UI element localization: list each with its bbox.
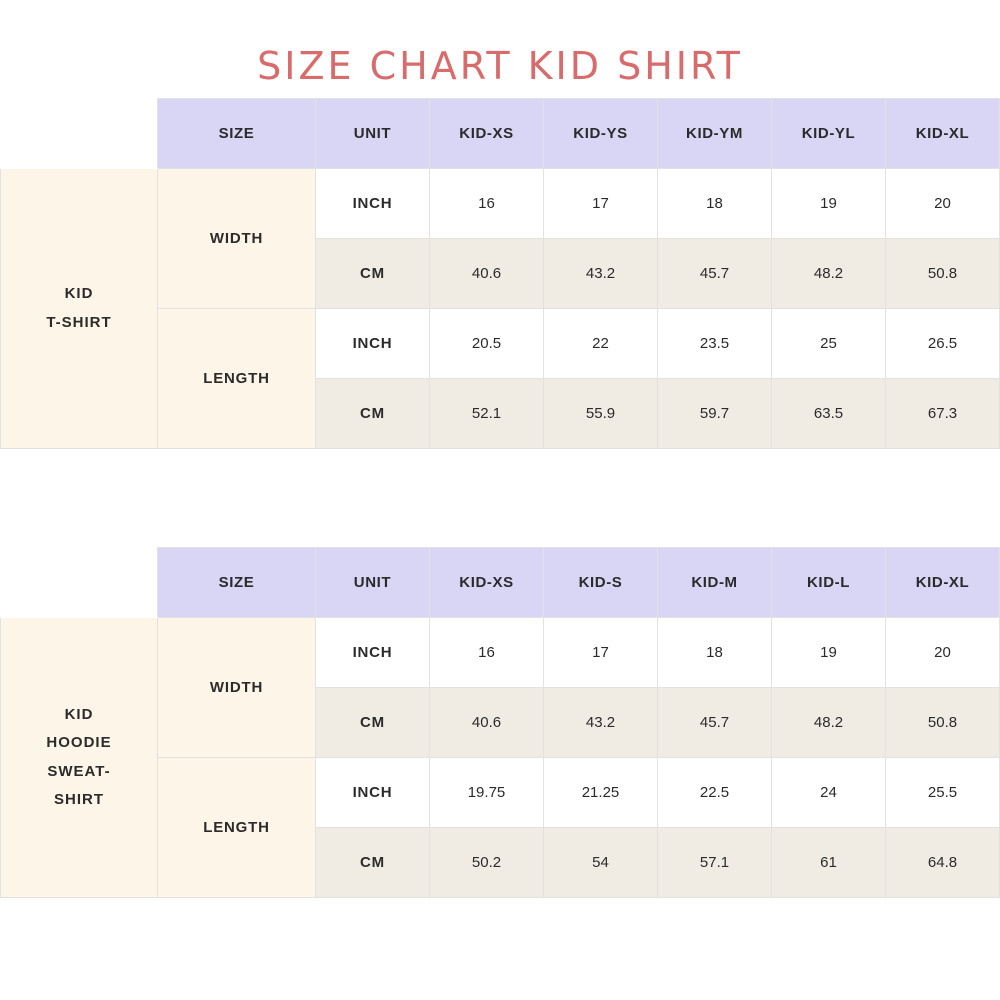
value-cell: 40.6 [430,239,544,309]
value-cell: 20 [886,618,1000,688]
header-size-col-1: KID-XS [430,99,544,169]
value-cell: 45.7 [658,688,772,758]
value-cell: 63.5 [772,379,886,449]
unit-cm: CM [316,688,430,758]
value-cell: 48.2 [772,239,886,309]
value-cell: 22 [544,309,658,379]
unit-cm: CM [316,828,430,898]
table-kid-tshirt [0,98,1000,449]
product-label-line-2: T-SHIRT [46,313,112,331]
value-cell: 48.2 [772,688,886,758]
product-label [1,618,158,898]
header-size: SIZE [158,548,316,618]
unit-cm: CM [316,379,430,449]
value-cell: 61 [772,828,886,898]
unit-inch: INCH [316,758,430,828]
value-cell: 40.6 [430,688,544,758]
value-cell: 55.9 [544,379,658,449]
header-size-col-3: KID-M [658,548,772,618]
table-row [1,618,1000,688]
value-cell: 43.2 [544,239,658,309]
header-size-col-4: KID-L [772,548,886,618]
value-cell: 25.5 [886,758,1000,828]
value-cell: 20 [886,169,1000,239]
product-label-line-4: SHIRT [54,791,104,808]
dimension-width: WIDTH [158,169,316,309]
product-label-line-1: KID [64,285,94,302]
value-cell: 50.8 [886,688,1000,758]
value-cell: 16 [430,618,544,688]
value-cell: 19.75 [430,758,544,828]
value-cell: 52.1 [430,379,544,449]
value-cell: 17 [544,618,658,688]
header-unit: UNIT [316,548,430,618]
unit-inch: INCH [316,169,430,239]
value-cell: 20.5 [430,309,544,379]
header-unit: UNIT [316,99,430,169]
value-cell: 45.7 [658,239,772,309]
header-size-col-5: KID-XL [886,548,1000,618]
value-cell: 43.2 [544,688,658,758]
value-cell: 64.8 [886,828,1000,898]
table-header-row [1,99,1000,169]
value-cell: 17 [544,169,658,239]
product-label [1,169,158,449]
dimension-length: LENGTH [158,758,316,898]
header-blank [1,548,158,618]
table-header-row [1,548,1000,618]
value-cell: 19 [772,618,886,688]
table-kid-hoodie-wrapper [0,547,1000,898]
header-size-col-4: KID-YL [772,99,886,169]
page-title: SIZE CHART KID SHIRT [257,44,743,88]
value-cell: 59.7 [658,379,772,449]
value-cell: 23.5 [658,309,772,379]
table-row [1,169,1000,239]
product-label-line-2: HOODIE [46,734,112,751]
value-cell: 24 [772,758,886,828]
unit-inch: INCH [316,618,430,688]
value-cell: 22.5 [658,758,772,828]
header-size-col-2: KID-YS [544,99,658,169]
value-cell: 26.5 [886,309,1000,379]
value-cell: 19 [772,169,886,239]
value-cell: 67.3 [886,379,1000,449]
value-cell: 50.2 [430,828,544,898]
value-cell: 25 [772,309,886,379]
dimension-width: WIDTH [158,618,316,758]
unit-cm: CM [316,239,430,309]
table-kid-tshirt-wrapper [0,98,1000,449]
header-size-col-5: KID-XL [886,99,1000,169]
table-spacer [0,449,1000,547]
value-cell: 57.1 [658,828,772,898]
header-blank [1,99,158,169]
value-cell: 18 [658,169,772,239]
header-size-col-1: KID-XS [430,548,544,618]
product-label-line-3: SWEAT- [47,762,111,780]
header-size-col-3: KID-YM [658,99,772,169]
product-label-line-1: KID [64,705,94,723]
value-cell: 21.25 [544,758,658,828]
header-size-col-2: KID-S [544,548,658,618]
header-size: SIZE [158,99,316,169]
dimension-length: LENGTH [158,309,316,449]
value-cell: 54 [544,828,658,898]
value-cell: 50.8 [886,239,1000,309]
unit-inch: INCH [316,309,430,379]
value-cell: 16 [430,169,544,239]
table-kid-hoodie [0,547,1000,898]
value-cell: 18 [658,618,772,688]
